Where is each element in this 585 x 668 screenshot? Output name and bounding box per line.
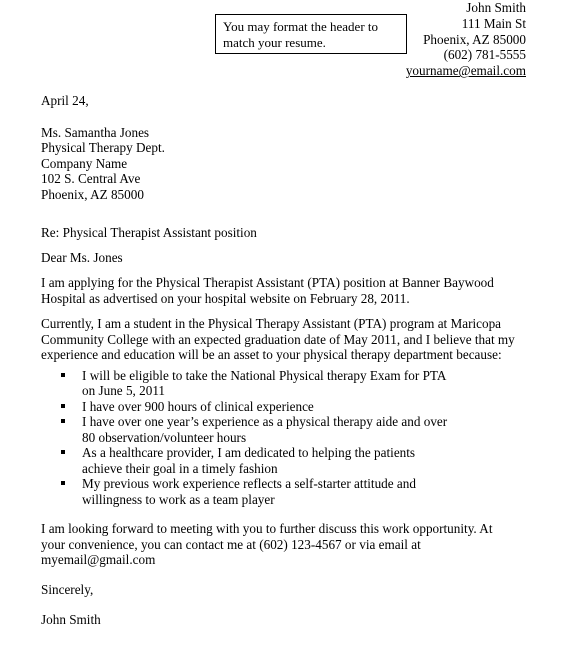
paragraph-2-line-3: experience and education will be an asset to your physical therapy department because:: [41, 347, 502, 362]
paragraph-1: [41, 275, 561, 306]
recipient-company: Company Name: [41, 155, 128, 171]
note-line-1: You may format the header to: [223, 19, 379, 34]
list-item: I will be eligible to take the National Physical therapy Exam for PTA on June 5, 2011: [41, 368, 561, 399]
subject-line: Re: Physical Therapist Assistant position: [41, 225, 257, 240]
qualifications-list: [41, 368, 561, 508]
sender-phone: (602) 781-5555: [443, 47, 526, 63]
sender-email-link[interactable]: yourname@email.com: [405, 63, 526, 79]
letter-body: [41, 93, 561, 628]
paragraph-1-line-1: I am applying for the Physical Therapist Assistant (PTA) position at Banner Baywood: [41, 275, 494, 290]
recipient-dept: Physical Therapy Dept.: [41, 140, 165, 155]
paragraph-2-line-2: Community College with an expected graduation date of May 2011, and I believe that my: [41, 331, 515, 347]
paragraph-3-line-2: your convenience, you can contact me at (602) 123-4567 or via email at: [41, 536, 421, 552]
list-item: I have over 900 hours of clinical experience: [41, 399, 561, 415]
salutation: Dear Ms. Jones: [41, 249, 123, 265]
bullet-square-icon: [61, 450, 65, 454]
header-format-note: [215, 14, 407, 54]
note-line-2: match your resume.: [223, 34, 326, 50]
paragraph-2-line-1: Currently, I am a student in the Physical Therapy Assistant (PTA) program at Maricopa: [41, 316, 502, 331]
sender-name: John Smith: [466, 0, 526, 15]
sender-city: Phoenix, AZ 85000: [423, 31, 526, 47]
bullet-square-icon: [61, 481, 65, 485]
paragraph-3-line-3: myemail@gmail.com: [41, 552, 156, 567]
recipient-name: Ms. Samantha Jones: [41, 124, 150, 140]
list-item: My previous work experience reflects a self-starter attitude and willingness to work as a team player: [41, 476, 561, 507]
recipient-address: [41, 125, 561, 203]
list-item: I have over one year’s experience as a physical therapy aide and over 80 observation/volunteer hours: [41, 414, 561, 445]
paragraph-1-line-2: Hospital as advertised on your hospital website on February 28, 2011.: [41, 290, 410, 306]
recipient-street: 102 S. Central Ave: [41, 171, 141, 186]
bullet-square-icon: [61, 373, 65, 377]
letter-date: April 24,: [41, 93, 89, 108]
sender-header: [406, 0, 526, 79]
paragraph-3-line-1: I am looking forward to meeting with you to further discuss this work opportunity. At: [41, 521, 493, 536]
recipient-city: Phoenix, AZ 85000: [41, 186, 144, 202]
signature-name: John Smith: [41, 612, 101, 627]
paragraph-3: [41, 521, 561, 568]
sender-street: 111 Main St: [461, 15, 526, 31]
list-item: As a healthcare provider, I am dedicated to helping the patients achieve their goal in a timely fashion: [41, 445, 561, 476]
closing: Sincerely,: [41, 581, 94, 597]
paragraph-2: [41, 316, 561, 363]
bullet-square-icon: [61, 404, 65, 408]
bullet-square-icon: [61, 419, 65, 423]
